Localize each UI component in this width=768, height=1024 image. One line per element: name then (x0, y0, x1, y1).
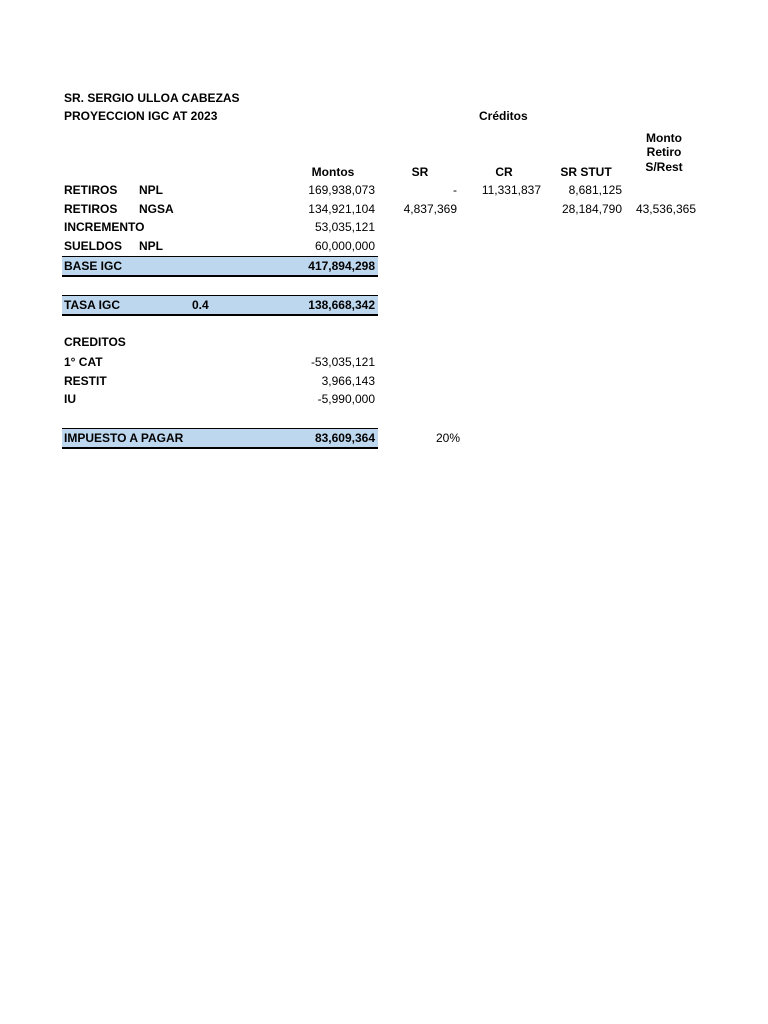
row-monto: 169,938,073 (308, 183, 375, 197)
impuesto-pct: 20% (435, 431, 460, 445)
credito-value: -5,990,000 (317, 392, 375, 406)
row-label: RETIROS (64, 183, 118, 197)
row-monto: 53,035,121 (314, 220, 375, 234)
col-monto-retiro-3: S/Rest (645, 160, 683, 174)
base-igc-label: BASE IGC (64, 259, 123, 273)
col-sr: SR (411, 165, 429, 179)
tasa-igc-rate: 0.4 (192, 298, 209, 312)
row-sr-stut: 28,184,790 (561, 202, 622, 216)
row-sr-stut: 8,681,125 (568, 183, 622, 197)
base-igc-value: 417,894,298 (308, 259, 375, 273)
row-sr: 4,837,369 (403, 202, 457, 216)
tasa-igc-value: 138,668,342 (308, 298, 375, 312)
col-cr: CR (495, 165, 513, 179)
row-sr: - (453, 183, 457, 197)
row-sub: NGSA (139, 202, 174, 216)
col-montos: Montos (311, 165, 355, 179)
creditos-group-header: Créditos (479, 109, 528, 123)
row-label: INCREMENTO (64, 220, 145, 234)
row-sub: NPL (139, 183, 163, 197)
row-sub: NPL (139, 239, 163, 253)
impuesto-label: IMPUESTO A PAGAR (64, 431, 184, 445)
row-retiro: 43,536,365 (635, 202, 696, 216)
tasa-igc-label: TASA IGC (64, 298, 120, 312)
row-label: SUELDOS (64, 239, 123, 253)
col-monto-retiro-1: Monto (646, 131, 682, 145)
credito-label: RESTIT (64, 374, 107, 388)
credito-label: IU (64, 392, 76, 406)
credito-label: 1° CAT (64, 355, 103, 369)
row-monto: 60,000,000 (314, 239, 375, 253)
col-sr-stut: SR STUT (560, 165, 612, 179)
row-cr: 11,331,837 (481, 183, 541, 197)
credito-value: 3,966,143 (321, 374, 375, 388)
row-monto: 134,921,104 (308, 202, 375, 216)
impuesto-value: 83,609,364 (314, 431, 375, 445)
row-label: RETIROS (64, 202, 118, 216)
taxpayer-name: SR. SERGIO ULLOA CABEZAS (64, 91, 240, 105)
creditos-heading: CREDITOS (64, 335, 126, 349)
col-monto-retiro-2: Retiro (646, 145, 682, 159)
credito-value: -53,035,121 (310, 355, 375, 369)
report-title: PROYECCION IGC AT 2023 (64, 109, 218, 123)
